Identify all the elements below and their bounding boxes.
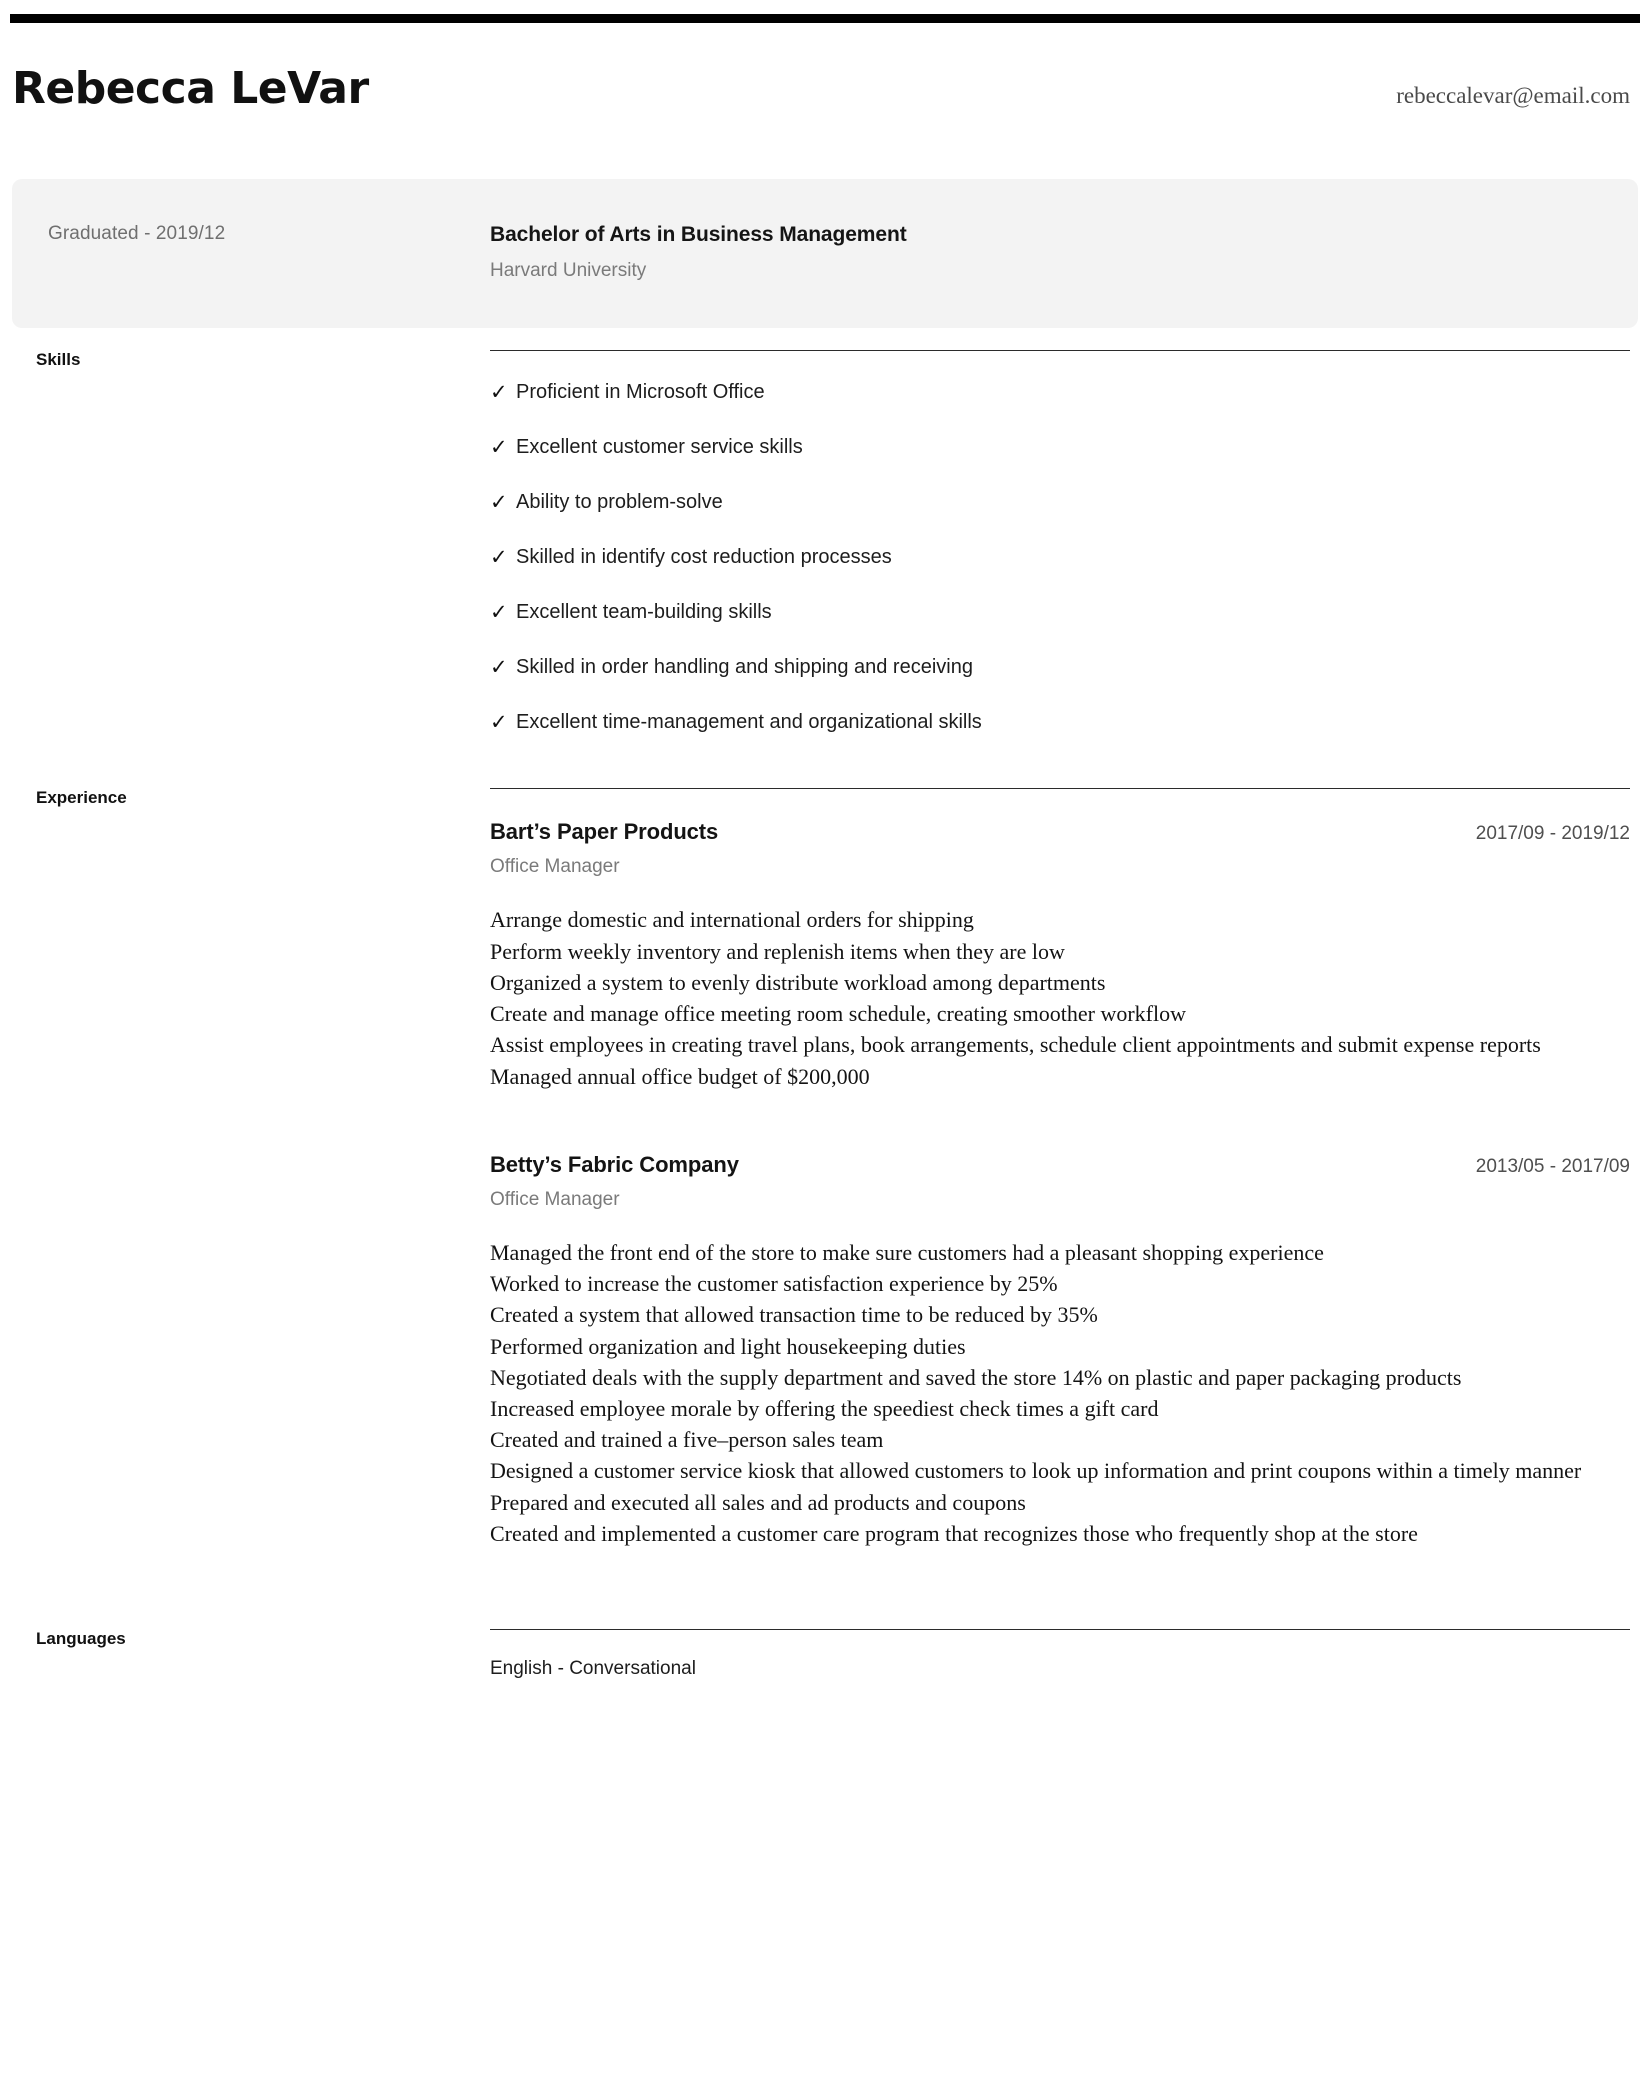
bullet-line: Performed organization and light housekeeping duties	[490, 1333, 966, 1359]
languages-body	[490, 1607, 1630, 1680]
bullet-line: Designed a customer service kiosk that allowed customers to look up information and print coupons within a timely manner	[490, 1458, 1582, 1484]
list-item	[490, 711, 1630, 734]
skill-text: Excellent team-building skills	[516, 601, 772, 624]
experience-section	[0, 766, 1650, 1607]
experience-entry-header	[490, 819, 1630, 845]
list-item	[490, 656, 1630, 679]
bullet-line: Managed annual office budget of $200,000	[490, 1063, 870, 1089]
skill-text: Ability to problem-solve	[516, 491, 723, 514]
skills-section	[0, 328, 1650, 766]
education-degree: Bachelor of Arts in Business Management	[490, 223, 907, 247]
bullet-line: Assist employees in creating travel plans, book arrangements, schedule client appointments and submit expense reports	[490, 1032, 1541, 1058]
experience-entry	[490, 1152, 1630, 1549]
list-item	[490, 436, 1630, 459]
languages-section-label: Languages	[36, 1629, 126, 1649]
check-icon: ✓	[490, 711, 508, 735]
experience-spacer	[490, 1092, 1630, 1122]
experience-body	[490, 766, 1630, 1607]
top-rule	[10, 14, 1640, 23]
languages-section	[0, 1607, 1650, 1680]
experience-entry-header	[490, 1152, 1630, 1178]
bullet-line: Negotiated deals with the supply department and saved the store 14% on plastic and paper packaging products	[490, 1364, 1462, 1390]
list-item	[490, 601, 1630, 624]
skills-body	[490, 328, 1630, 766]
experience-divider	[490, 788, 1630, 789]
experience-role: Office Manager	[490, 1188, 620, 1210]
experience-bullets	[490, 1237, 1630, 1549]
languages-divider	[490, 1629, 1630, 1630]
bullet-line: Perform weekly inventory and replenish items when they are low	[490, 938, 1065, 964]
bullet-line: Created and implemented a customer care program that recognizes those who frequently shop at the store	[490, 1520, 1418, 1546]
list-item	[490, 546, 1630, 569]
list-item	[490, 491, 1630, 514]
experience-dates: 2017/09 - 2019/12	[1475, 823, 1630, 845]
list-item: English - Conversational	[490, 1658, 696, 1680]
skills-section-label: Skills	[36, 350, 81, 370]
experience-entry	[490, 819, 1630, 1091]
skill-text: Excellent customer service skills	[516, 436, 803, 459]
check-icon: ✓	[490, 381, 508, 405]
bullet-line: Created and trained a five–person sales team	[490, 1427, 884, 1453]
education-section	[12, 179, 1638, 328]
check-icon: ✓	[490, 546, 508, 570]
check-icon: ✓	[490, 491, 508, 515]
skill-text: Skilled in order handling and shipping and receiving	[516, 656, 973, 679]
list-item	[490, 381, 1630, 404]
check-icon: ✓	[490, 656, 508, 680]
experience-bullets	[490, 904, 1630, 1091]
education-details	[490, 223, 1638, 282]
check-icon: ✓	[490, 436, 508, 460]
resume-header	[0, 23, 1650, 113]
bullet-line: Worked to increase the customer satisfaction experience by 25%	[490, 1271, 1058, 1297]
check-icon: ✓	[490, 601, 508, 625]
candidate-email[interactable]: rebeccalevar@email.com	[1396, 83, 1630, 108]
experience-company: Bart’s Paper Products	[490, 819, 719, 845]
experience-company: Betty’s Fabric Company	[490, 1151, 739, 1177]
skill-text: Excellent time-management and organizational skills	[516, 711, 982, 734]
experience-dates: 2013/05 - 2017/09	[1475, 1155, 1630, 1177]
education-school: Harvard University	[490, 260, 647, 282]
bullet-line: Increased employee morale by offering the speediest check times a gift card	[490, 1395, 1159, 1421]
skill-text: Proficient in Microsoft Office	[516, 381, 765, 404]
candidate-name: Rebecca LeVar	[12, 63, 369, 114]
resume-page	[0, 14, 1650, 1720]
experience-section-label: Experience	[36, 788, 127, 808]
skills-divider	[490, 350, 1630, 351]
education-date: Graduated - 2019/12	[48, 223, 226, 245]
bullet-line: Arrange domestic and international orders for shipping	[490, 907, 974, 933]
skills-list	[490, 381, 1630, 734]
experience-role: Office Manager	[490, 856, 620, 878]
bullet-line: Organized a system to evenly distribute workload among departments	[490, 969, 1106, 995]
bullet-line: Create and manage office meeting room schedule, creating smoother workflow	[490, 1001, 1187, 1027]
section-gap	[490, 1549, 1630, 1607]
skill-text: Skilled in identify cost reduction processes	[516, 546, 892, 569]
bullet-line: Created a system that allowed transaction time to be reduced by 35%	[490, 1302, 1098, 1328]
bullet-line: Managed the front end of the store to make sure customers had a pleasant shopping experience	[490, 1239, 1324, 1265]
bullet-line: Prepared and executed all sales and ad products and coupons	[490, 1489, 1026, 1515]
